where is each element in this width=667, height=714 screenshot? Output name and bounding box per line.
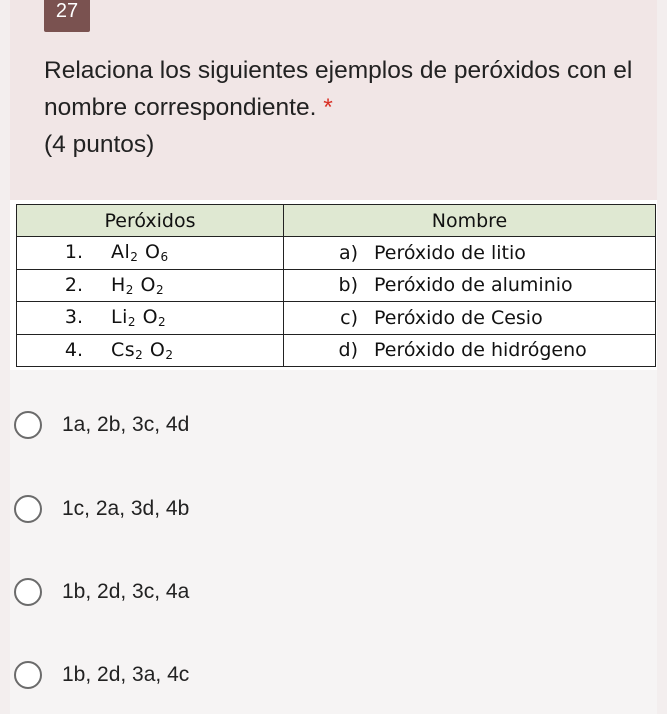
radio-button-icon[interactable] (14, 495, 42, 523)
subscript: 2 (135, 347, 144, 362)
formula-cell (17, 302, 284, 335)
header-peroxidos: Peróxidos (17, 205, 284, 237)
element: O (142, 306, 159, 329)
radio-button-icon[interactable] (14, 411, 42, 439)
chemical-formula (111, 274, 164, 296)
question-title-text: Relaciona los siguientes ejemplos de peróxidos con el nombre correspondiente. (44, 57, 633, 121)
subscript: 2 (127, 315, 137, 330)
subscript: 2 (165, 347, 174, 362)
question-title (44, 52, 634, 126)
compound-name: Peróxido de litio (374, 241, 526, 264)
option-label[interactable]: 1c, 2a, 3d, 4b (62, 497, 190, 520)
option-4[interactable] (10, 650, 657, 700)
name-cell (284, 334, 656, 367)
element: Cs (111, 338, 136, 361)
table-row (17, 269, 656, 302)
element: Li (111, 306, 128, 329)
subscript: 2 (158, 315, 167, 330)
chemical-formula (111, 241, 169, 263)
formula-cell (17, 269, 284, 302)
required-asterisk: * (323, 94, 333, 121)
compound-name: Peróxido de aluminio (374, 274, 573, 297)
row-number: 2. (64, 273, 83, 296)
option-label[interactable]: 1b, 2d, 3a, 4c (62, 663, 190, 686)
question-header (10, 0, 657, 200)
option-label[interactable]: 1a, 2b, 3c, 4d (62, 413, 190, 436)
formula-cell (17, 237, 284, 270)
compound-name: Peróxido de Cesio (374, 306, 543, 329)
option-1[interactable] (10, 400, 657, 450)
table-row (17, 334, 656, 367)
name-cell (284, 302, 656, 335)
question-number-badge: 27 (44, 0, 90, 32)
table-row (17, 302, 656, 335)
element: O (149, 338, 166, 361)
subscript: 2 (130, 250, 139, 265)
element: Al (111, 241, 131, 264)
name-cell (284, 269, 656, 302)
subscript: 2 (125, 282, 134, 297)
table-row (17, 237, 656, 270)
chemical-formula (111, 306, 166, 328)
subscript: 6 (160, 250, 169, 265)
table-header-row (17, 205, 656, 237)
option-2[interactable] (10, 484, 657, 534)
row-letter: b) (338, 274, 358, 297)
element: O (144, 241, 161, 264)
question-image (10, 200, 657, 370)
element: H (111, 273, 126, 296)
name-cell (284, 237, 656, 270)
radio-button-icon[interactable] (14, 578, 42, 606)
option-label[interactable]: 1b, 2d, 3c, 4a (62, 580, 190, 603)
question-card (10, 0, 657, 714)
row-number: 4. (64, 338, 83, 361)
row-number: 1. (64, 241, 83, 264)
compound-name: Peróxido de hidrógeno (374, 339, 587, 362)
row-letter: a) (338, 241, 358, 264)
radio-button-icon[interactable] (14, 661, 42, 689)
option-3[interactable] (10, 567, 657, 617)
row-letter: d) (338, 339, 358, 362)
peroxides-table (16, 204, 656, 367)
element: O (140, 273, 156, 296)
chemical-formula (111, 339, 173, 361)
header-nombre: Nombre (284, 205, 656, 237)
question-points: (4 puntos) (44, 131, 155, 158)
row-number: 3. (64, 306, 83, 329)
row-letter: c) (340, 306, 358, 329)
formula-cell (17, 334, 284, 367)
subscript: 2 (155, 282, 165, 297)
